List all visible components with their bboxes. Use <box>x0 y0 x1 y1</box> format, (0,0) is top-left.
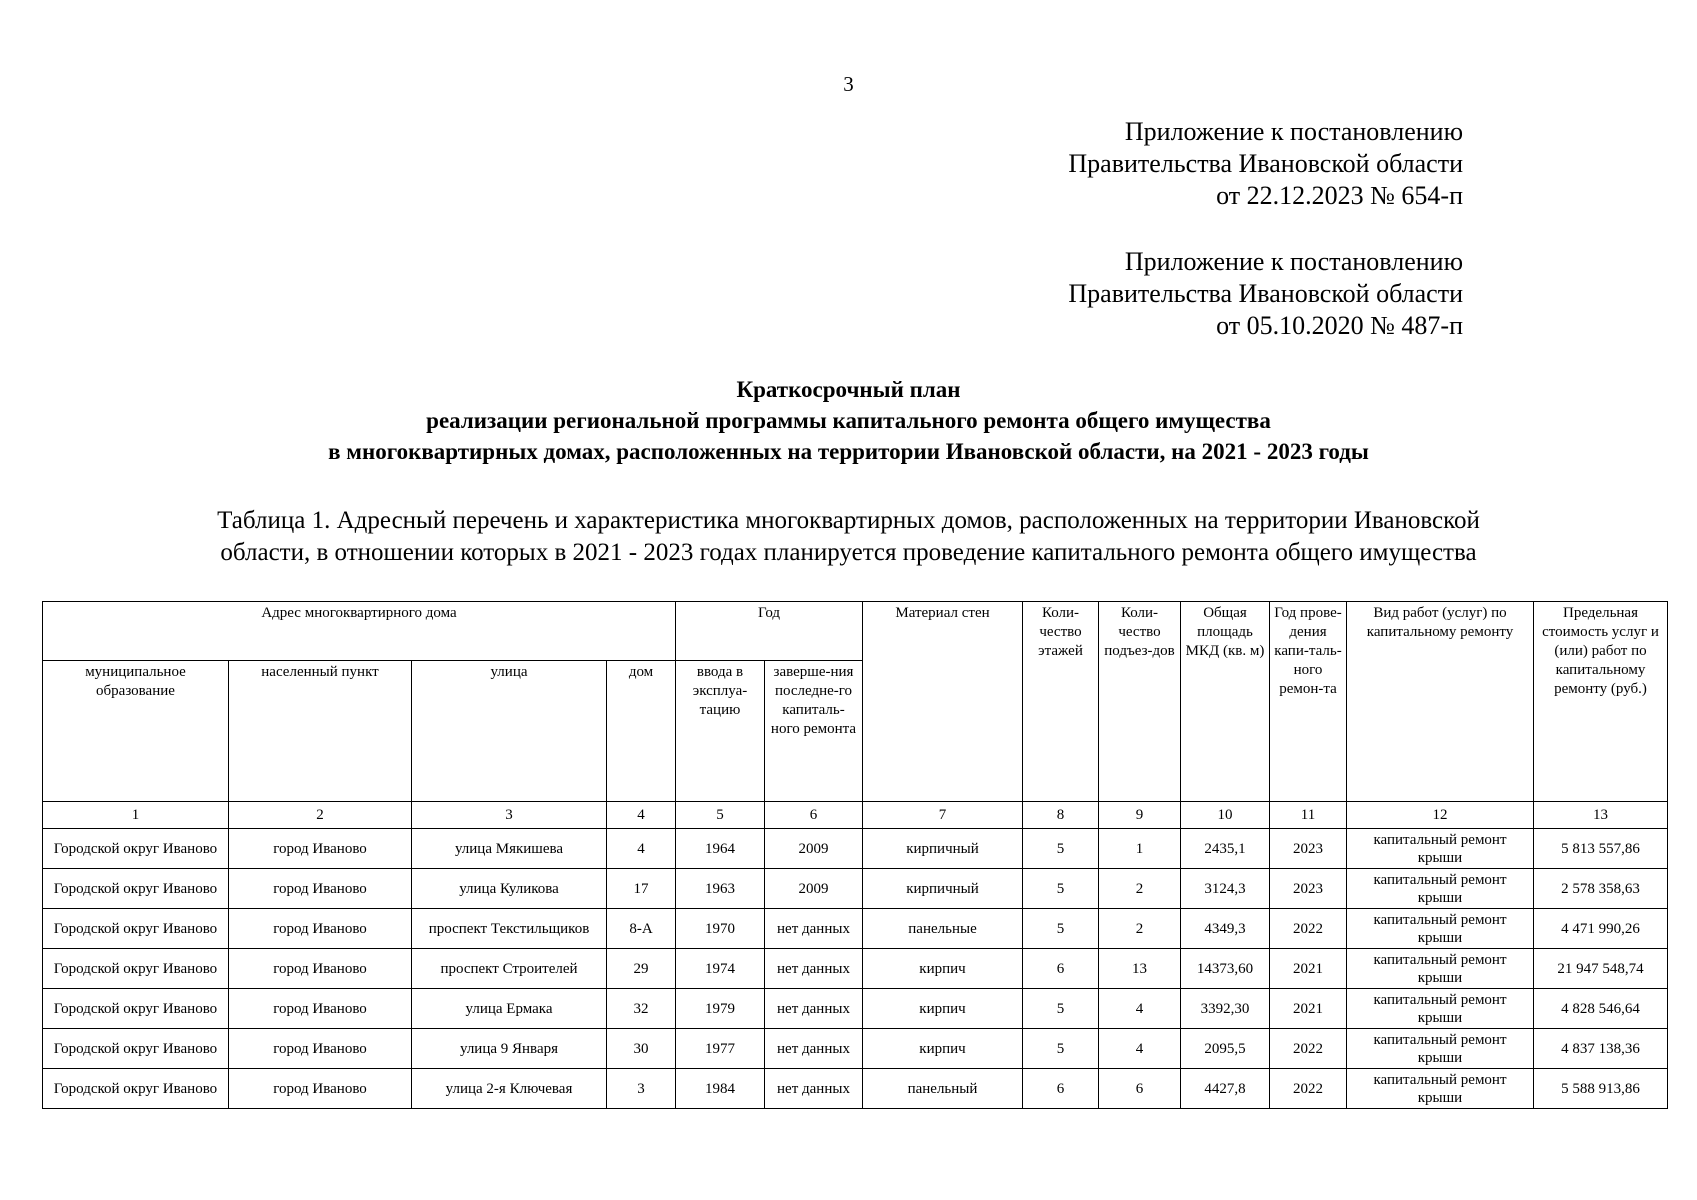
commissioning-year-header: ввода в эксплуа-тацию <box>676 661 765 802</box>
commissioning-year-cell: 1974 <box>676 949 765 989</box>
settlement-cell: город Иваново <box>229 1069 412 1109</box>
repair-year-cell: 2022 <box>1270 1069 1347 1109</box>
year-group-header: Год <box>676 602 863 661</box>
street-cell: проспект Строителей <box>412 949 607 989</box>
area-header: Общая площадь МКД (кв. м) <box>1181 602 1270 802</box>
commissioning-year-cell: 1963 <box>676 869 765 909</box>
floors-cell: 5 <box>1023 909 1099 949</box>
floors-cell: 6 <box>1023 949 1099 989</box>
table-row <box>43 869 1668 909</box>
appendix-line: Приложение к постановлению <box>1124 117 1463 146</box>
commissioning-year-cell: 1977 <box>676 1029 765 1069</box>
table-row <box>43 1069 1668 1109</box>
cost-cell: 21 947 548,74 <box>1534 949 1668 989</box>
title-line: Краткосрочный план <box>736 377 961 402</box>
house-cell: 3 <box>607 1069 676 1109</box>
column-number: 7 <box>863 802 1023 829</box>
last-repair-year-header: заверше-ния последне-го капиталь-ного ремонта <box>765 661 863 802</box>
area-cell: 4349,3 <box>1181 909 1270 949</box>
area-cell: 3392,30 <box>1181 989 1270 1029</box>
wall-material-cell: панельные <box>863 909 1023 949</box>
work-type-cell: капитальный ремонт крыши <box>1347 989 1534 1029</box>
commissioning-year-cell: 1970 <box>676 909 765 949</box>
commissioning-year-cell: 1979 <box>676 989 765 1029</box>
work-type-header: Вид работ (услуг) по капитальному ремонту <box>1347 602 1534 802</box>
document-title <box>0 374 1697 467</box>
cost-cell: 5 813 557,86 <box>1534 829 1668 869</box>
floors-cell: 6 <box>1023 1069 1099 1109</box>
column-number: 5 <box>676 802 765 829</box>
repair-year-cell: 2021 <box>1270 949 1347 989</box>
cost-cell: 2 578 358,63 <box>1534 869 1668 909</box>
last-repair-year-cell: 2009 <box>765 869 863 909</box>
column-number: 11 <box>1270 802 1347 829</box>
settlement-header: населенный пункт <box>229 661 412 802</box>
last-repair-year-cell: нет данных <box>765 949 863 989</box>
area-cell: 3124,3 <box>1181 869 1270 909</box>
cost-header: Предельная стоимость услуг и (или) работ по капитальному ремонту (руб.) <box>1534 602 1668 802</box>
entrances-cell: 2 <box>1099 869 1181 909</box>
wall-material-cell: панельный <box>863 1069 1023 1109</box>
area-cell: 4427,8 <box>1181 1069 1270 1109</box>
municipality-cell: Городской округ Иваново <box>43 949 229 989</box>
floors-cell: 5 <box>1023 1029 1099 1069</box>
appendix-line: от 05.10.2020 № 487-п <box>1216 311 1463 340</box>
house-header: дом <box>607 661 676 802</box>
entrances-cell: 1 <box>1099 829 1181 869</box>
houses-table <box>42 601 1668 1109</box>
table-row <box>43 989 1668 1029</box>
repair-year-cell: 2022 <box>1270 1029 1347 1069</box>
entrances-cell: 6 <box>1099 1069 1181 1109</box>
cost-cell: 5 588 913,86 <box>1534 1069 1668 1109</box>
cost-cell: 4 471 990,26 <box>1534 909 1668 949</box>
cost-cell: 4 837 138,36 <box>1534 1029 1668 1069</box>
work-type-cell: капитальный ремонт крыши <box>1347 949 1534 989</box>
house-cell: 8-А <box>607 909 676 949</box>
table-row <box>43 829 1668 869</box>
column-number: 4 <box>607 802 676 829</box>
municipality-cell: Городской округ Иваново <box>43 989 229 1029</box>
appendix-line: Правительства Ивановской области <box>1068 279 1463 308</box>
entrances-cell: 4 <box>1099 1029 1181 1069</box>
title-line: реализации региональной программы капитального ремонта общего имущества <box>426 408 1271 433</box>
work-type-cell: капитальный ремонт крыши <box>1347 909 1534 949</box>
column-number: 10 <box>1181 802 1270 829</box>
title-line: в многоквартирных домах, расположенных на территории Ивановской области, на 2021 - 2023 годы <box>328 439 1369 464</box>
last-repair-year-cell: нет данных <box>765 1029 863 1069</box>
settlement-cell: город Иваново <box>229 989 412 1029</box>
floors-header: Коли-чество этажей <box>1023 602 1099 802</box>
wall-material-cell: кирпич <box>863 1029 1023 1069</box>
settlement-cell: город Иваново <box>229 869 412 909</box>
table-row <box>43 909 1668 949</box>
appendix-block-current <box>763 116 1463 212</box>
table-row <box>43 1029 1668 1069</box>
work-type-cell: капитальный ремонт крыши <box>1347 829 1534 869</box>
wall-material-cell: кирпичный <box>863 829 1023 869</box>
appendix-line: от 22.12.2023 № 654-п <box>1216 181 1463 210</box>
area-cell: 2095,5 <box>1181 1029 1270 1069</box>
repair-year-cell: 2023 <box>1270 829 1347 869</box>
settlement-cell: город Иваново <box>229 949 412 989</box>
last-repair-year-cell: нет данных <box>765 1069 863 1109</box>
last-repair-year-cell: нет данных <box>765 909 863 949</box>
appendix-line: Правительства Ивановской области <box>1068 149 1463 178</box>
wall-material-cell: кирпичный <box>863 869 1023 909</box>
municipality-cell: Городской округ Иваново <box>43 1069 229 1109</box>
work-type-cell: капитальный ремонт крыши <box>1347 869 1534 909</box>
column-number: 9 <box>1099 802 1181 829</box>
street-cell: проспект Текстильщиков <box>412 909 607 949</box>
last-repair-year-cell: нет данных <box>765 989 863 1029</box>
caption-line: области, в отношении которых в 2021 - 2023 годах планируется проведение капитального ремонта общего имущества <box>220 539 1477 566</box>
house-cell: 4 <box>607 829 676 869</box>
column-number: 8 <box>1023 802 1099 829</box>
street-cell: улица Мякишева <box>412 829 607 869</box>
street-cell: улица Куликова <box>412 869 607 909</box>
municipality-cell: Городской округ Иваново <box>43 829 229 869</box>
repair-year-header: Год прове-дения капи-таль-ного ремон-та <box>1270 602 1347 802</box>
wall-material-cell: кирпич <box>863 949 1023 989</box>
table-row <box>43 949 1668 989</box>
appendix-line: Приложение к постановлению <box>1124 247 1463 276</box>
last-repair-year-cell: 2009 <box>765 829 863 869</box>
table-caption <box>0 505 1697 569</box>
column-number: 13 <box>1534 802 1668 829</box>
caption-line: Таблица 1. Адресный перечень и характеристика многоквартирных домов, расположенных на территории Ивановской <box>217 507 1480 534</box>
appendix-block-original <box>763 246 1463 342</box>
municipality-cell: Городской округ Иваново <box>43 869 229 909</box>
column-number: 12 <box>1347 802 1534 829</box>
page-number: 3 <box>843 72 854 96</box>
municipality-header: муниципальное образование <box>43 661 229 802</box>
municipality-cell: Городской округ Иваново <box>43 1029 229 1069</box>
entrances-cell: 2 <box>1099 909 1181 949</box>
column-number: 6 <box>765 802 863 829</box>
street-cell: улица Ермака <box>412 989 607 1029</box>
settlement-cell: город Иваново <box>229 829 412 869</box>
house-cell: 29 <box>607 949 676 989</box>
commissioning-year-cell: 1984 <box>676 1069 765 1109</box>
street-header: улица <box>412 661 607 802</box>
address-group-header: Адрес многоквартирного дома <box>43 602 676 661</box>
commissioning-year-cell: 1964 <box>676 829 765 869</box>
house-cell: 17 <box>607 869 676 909</box>
floors-cell: 5 <box>1023 989 1099 1029</box>
cost-cell: 4 828 546,64 <box>1534 989 1668 1029</box>
repair-year-cell: 2022 <box>1270 909 1347 949</box>
wall-material-cell: кирпич <box>863 989 1023 1029</box>
floors-cell: 5 <box>1023 829 1099 869</box>
house-cell: 32 <box>607 989 676 1029</box>
street-cell: улица 9 Января <box>412 1029 607 1069</box>
work-type-cell: капитальный ремонт крыши <box>1347 1069 1534 1109</box>
area-cell: 2435,1 <box>1181 829 1270 869</box>
floors-cell: 5 <box>1023 869 1099 909</box>
column-number: 2 <box>229 802 412 829</box>
house-cell: 30 <box>607 1029 676 1069</box>
column-number-row <box>43 802 1668 829</box>
area-cell: 14373,60 <box>1181 949 1270 989</box>
entrances-cell: 4 <box>1099 989 1181 1029</box>
entrances-header: Коли-чество подъез-дов <box>1099 602 1181 802</box>
work-type-cell: капитальный ремонт крыши <box>1347 1029 1534 1069</box>
column-number: 3 <box>412 802 607 829</box>
municipality-cell: Городской округ Иваново <box>43 909 229 949</box>
wall-material-header: Материал стен <box>863 602 1023 802</box>
column-number: 1 <box>43 802 229 829</box>
settlement-cell: город Иваново <box>229 1029 412 1069</box>
street-cell: улица 2-я Ключевая <box>412 1069 607 1109</box>
settlement-cell: город Иваново <box>229 909 412 949</box>
repair-year-cell: 2021 <box>1270 989 1347 1029</box>
repair-year-cell: 2023 <box>1270 869 1347 909</box>
table-body <box>43 802 1668 1109</box>
entrances-cell: 13 <box>1099 949 1181 989</box>
